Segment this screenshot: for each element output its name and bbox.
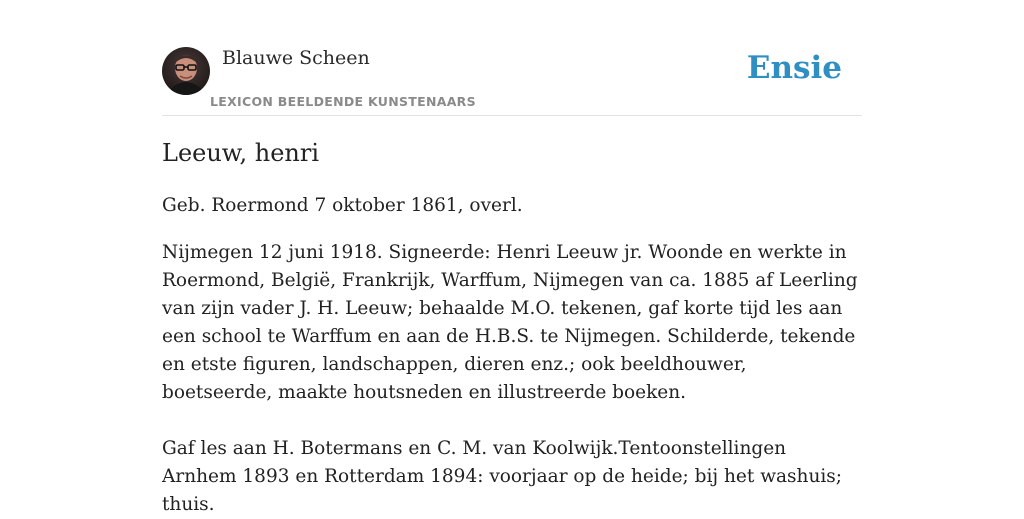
page-header xyxy=(162,46,862,116)
brand-logo[interactable]: Ensie xyxy=(746,50,842,86)
collection-label[interactable]: LEXICON BEELDENDE KUNSTENAARS xyxy=(210,94,476,109)
article-body xyxy=(162,192,862,519)
avatar[interactable] xyxy=(162,47,210,95)
article-title: Leeuw, henri xyxy=(162,139,320,167)
author-name[interactable]: Blauwe Scheen xyxy=(222,47,370,69)
article-paragraph: Nijmegen 12 juni 1918. Signeerde: Henri Leeuw jr. Woonde en werkte in Roermond, België, Frankrijk, Warffum, Nijmegen van ca. 1885 af Leerling van zijn vader J. H. Leeuw; behaalde M.O. tekenen, gaf korte tijd les aan een school te Warffum en aan de H.B.S. te Nijmegen. Schilderde, tekende en etste figuren, landschappen, dieren enz.; ook beeldhouwer, boetseerde, maakte houtsneden en illustreerde boeken. xyxy=(162,242,858,403)
avatar-image xyxy=(162,47,210,95)
article-paragraph: Geb. Roermond 7 oktober 1861, overl. xyxy=(162,195,523,216)
article-paragraph: Gaf les aan H. Botermans en C. M. van Koolwijk.Tentoonstellingen Arnhem 1893 en Rotterdam 1894: voorjaar op de heide; bij het washuis; thuis. xyxy=(162,438,843,515)
